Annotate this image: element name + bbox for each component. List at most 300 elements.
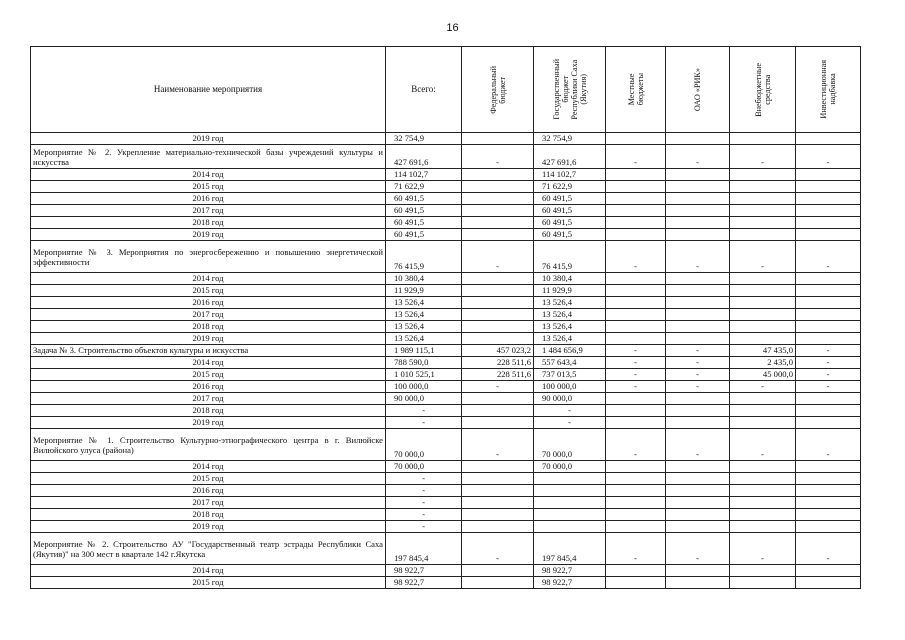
cell-offbudget — [730, 417, 796, 429]
cell-invest — [796, 497, 861, 509]
cell-state: 98 922,7 — [534, 577, 606, 589]
cell-local — [606, 169, 666, 181]
cell-federal — [462, 205, 534, 217]
cell-rik — [666, 217, 730, 229]
cell-invest — [796, 321, 861, 333]
cell-federal — [462, 133, 534, 145]
year-row — [31, 229, 861, 241]
cell-total: 13 526,4 — [386, 297, 462, 309]
cell-invest: - — [796, 429, 861, 461]
cell-invest — [796, 405, 861, 417]
cell-offbudget — [730, 193, 796, 205]
row-name: 2019 год — [31, 417, 386, 429]
header-offbudget — [730, 47, 796, 133]
row-name: 2019 год — [31, 133, 386, 145]
cell-federal — [462, 417, 534, 429]
row-name: 2018 год — [31, 321, 386, 333]
cell-federal — [462, 333, 534, 345]
cell-state: - — [534, 417, 606, 429]
row-name: 2019 год — [31, 229, 386, 241]
header-rik — [666, 47, 730, 133]
cell-local: - — [606, 357, 666, 369]
cell-state: 32 754,9 — [534, 133, 606, 145]
cell-rik — [666, 181, 730, 193]
cell-state: 13 526,4 — [534, 333, 606, 345]
cell-total: 60 491,5 — [386, 205, 462, 217]
year-row — [31, 133, 861, 145]
row-name: 2014 год — [31, 461, 386, 473]
cell-local — [606, 485, 666, 497]
cell-offbudget: 47 435,0 — [730, 345, 796, 357]
cell-rik — [666, 565, 730, 577]
cell-local: - — [606, 533, 666, 565]
cell-invest: - — [796, 369, 861, 381]
cell-federal — [462, 509, 534, 521]
header-local-label: Местные бюджеты — [626, 73, 645, 106]
row-name: 2017 год — [31, 205, 386, 217]
cell-offbudget — [730, 485, 796, 497]
year-row — [31, 393, 861, 405]
header-row — [31, 47, 861, 133]
cell-local — [606, 273, 666, 285]
cell-total: 98 922,7 — [386, 565, 462, 577]
cell-total: 114 102,7 — [386, 169, 462, 181]
cell-total: - — [386, 473, 462, 485]
cell-invest: - — [796, 241, 861, 273]
cell-state — [534, 485, 606, 497]
header-offbudget-label: Внебюджетные средства — [753, 62, 772, 117]
cell-offbudget: - — [730, 241, 796, 273]
year-row — [31, 205, 861, 217]
row-name: 2016 год — [31, 193, 386, 205]
cell-offbudget — [730, 169, 796, 181]
header-state-label: Государственный бюджет Республики Саха (Якутия) — [551, 59, 588, 120]
cell-invest: - — [796, 345, 861, 357]
cell-offbudget — [730, 473, 796, 485]
cell-local: - — [606, 345, 666, 357]
cell-invest — [796, 229, 861, 241]
row-name: 2019 год — [31, 521, 386, 533]
cell-invest — [796, 181, 861, 193]
cell-total: 32 754,9 — [386, 133, 462, 145]
cell-offbudget — [730, 577, 796, 589]
cell-rik — [666, 309, 730, 321]
cell-local: - — [606, 241, 666, 273]
cell-federal: - — [462, 429, 534, 461]
cell-total: 76 415,9 — [386, 241, 462, 273]
cell-invest — [796, 133, 861, 145]
cell-rik — [666, 273, 730, 285]
cell-rik — [666, 473, 730, 485]
cell-offbudget — [730, 565, 796, 577]
cell-local — [606, 217, 666, 229]
cell-rik — [666, 461, 730, 473]
cell-local — [606, 473, 666, 485]
cell-total: 90 000,0 — [386, 393, 462, 405]
year-row — [31, 485, 861, 497]
cell-state: 60 491,5 — [534, 205, 606, 217]
cell-invest — [796, 509, 861, 521]
cell-total: 788 590,0 — [386, 357, 462, 369]
cell-federal: 228 511,6 — [462, 369, 534, 381]
header-name: Наименование мероприятия — [31, 47, 386, 133]
year-row — [31, 461, 861, 473]
cell-offbudget — [730, 509, 796, 521]
cell-state: 737 013,5 — [534, 369, 606, 381]
cell-local — [606, 577, 666, 589]
row-name: 2015 год — [31, 181, 386, 193]
budget-table — [30, 46, 861, 589]
cell-invest — [796, 205, 861, 217]
page-number: 16 — [446, 22, 459, 34]
cell-rik — [666, 193, 730, 205]
cell-state: 13 526,4 — [534, 321, 606, 333]
cell-federal — [462, 577, 534, 589]
measure-row — [31, 241, 861, 273]
year-row — [31, 405, 861, 417]
cell-state: - — [534, 405, 606, 417]
row-name: 2014 год — [31, 357, 386, 369]
row-name: Мероприятие № 2. Укрепление материально-технической базы учреждений культуры и искусства — [31, 145, 386, 169]
cell-local — [606, 133, 666, 145]
cell-state: 10 380,4 — [534, 273, 606, 285]
header-local — [606, 47, 666, 133]
cell-total: 98 922,7 — [386, 577, 462, 589]
row-name: 2015 год — [31, 473, 386, 485]
year-row — [31, 193, 861, 205]
cell-rik: - — [666, 429, 730, 461]
year-row — [31, 521, 861, 533]
year-row — [31, 357, 861, 369]
cell-federal — [462, 217, 534, 229]
cell-offbudget — [730, 461, 796, 473]
cell-state: 76 415,9 — [534, 241, 606, 273]
year-row — [31, 321, 861, 333]
cell-total: 71 622,9 — [386, 181, 462, 193]
cell-total: 60 491,5 — [386, 229, 462, 241]
cell-rik — [666, 285, 730, 297]
cell-state: 197 845,4 — [534, 533, 606, 565]
cell-total: 1 989 115,1 — [386, 345, 462, 357]
cell-rik — [666, 521, 730, 533]
cell-rik — [666, 497, 730, 509]
cell-federal — [462, 473, 534, 485]
year-row — [31, 473, 861, 485]
row-name: 2014 год — [31, 169, 386, 181]
cell-invest — [796, 461, 861, 473]
cell-state: 100 000,0 — [534, 381, 606, 393]
cell-local: - — [606, 381, 666, 393]
cell-total: 13 526,4 — [386, 309, 462, 321]
cell-offbudget: 45 000,0 — [730, 369, 796, 381]
cell-total: 13 526,4 — [386, 333, 462, 345]
cell-federal — [462, 393, 534, 405]
year-row — [31, 577, 861, 589]
cell-local — [606, 285, 666, 297]
cell-invest — [796, 309, 861, 321]
cell-total: 70 000,0 — [386, 429, 462, 461]
cell-total: 100 000,0 — [386, 381, 462, 393]
cell-federal — [462, 181, 534, 193]
cell-rik: - — [666, 357, 730, 369]
cell-state: 98 922,7 — [534, 565, 606, 577]
cell-local — [606, 205, 666, 217]
year-row — [31, 285, 861, 297]
cell-offbudget — [730, 285, 796, 297]
cell-state: 557 643,4 — [534, 357, 606, 369]
cell-total: 197 845,4 — [386, 533, 462, 565]
cell-federal — [462, 485, 534, 497]
cell-offbudget — [730, 133, 796, 145]
year-row — [31, 417, 861, 429]
cell-total: 1 010 525,1 — [386, 369, 462, 381]
row-name: 2018 год — [31, 217, 386, 229]
cell-rik — [666, 405, 730, 417]
row-name: 2015 год — [31, 285, 386, 297]
row-name: 2018 год — [31, 405, 386, 417]
year-row — [31, 217, 861, 229]
cell-rik: - — [666, 345, 730, 357]
row-name: 2017 год — [31, 497, 386, 509]
cell-invest — [796, 273, 861, 285]
cell-local: - — [606, 369, 666, 381]
row-name: 2019 год — [31, 333, 386, 345]
cell-invest — [796, 297, 861, 309]
cell-total: 10 380,4 — [386, 273, 462, 285]
cell-invest: - — [796, 357, 861, 369]
cell-offbudget — [730, 321, 796, 333]
cell-total: - — [386, 485, 462, 497]
cell-local — [606, 229, 666, 241]
cell-local — [606, 193, 666, 205]
cell-federal: 457 023,2 — [462, 345, 534, 357]
cell-invest — [796, 577, 861, 589]
cell-state: 70 000,0 — [534, 461, 606, 473]
row-name: 2018 год — [31, 509, 386, 521]
cell-offbudget — [730, 309, 796, 321]
cell-offbudget — [730, 297, 796, 309]
year-row — [31, 181, 861, 193]
row-name: Мероприятие № 1. Строительство Культурно-этнографического центра в г. Вилюйске Вилюйского улуса (района) — [31, 429, 386, 461]
row-name: Задача № 3. Строительство объектов культуры и искусства — [31, 345, 386, 357]
cell-state: 60 491,5 — [534, 193, 606, 205]
cell-invest: - — [796, 533, 861, 565]
cell-invest — [796, 485, 861, 497]
year-row — [31, 309, 861, 321]
cell-rik — [666, 417, 730, 429]
cell-invest: - — [796, 145, 861, 169]
cell-invest — [796, 565, 861, 577]
cell-invest — [796, 473, 861, 485]
cell-offbudget: 2 435,0 — [730, 357, 796, 369]
cell-local — [606, 565, 666, 577]
header-federal — [462, 47, 534, 133]
cell-rik — [666, 485, 730, 497]
cell-invest — [796, 285, 861, 297]
cell-rik: - — [666, 381, 730, 393]
cell-rik — [666, 321, 730, 333]
cell-rik — [666, 229, 730, 241]
cell-federal — [462, 285, 534, 297]
cell-state — [534, 497, 606, 509]
cell-offbudget — [730, 333, 796, 345]
cell-state — [534, 473, 606, 485]
header-invest — [796, 47, 861, 133]
header-total: Всего: — [386, 47, 462, 133]
cell-invest — [796, 169, 861, 181]
cell-local — [606, 321, 666, 333]
cell-rik — [666, 393, 730, 405]
cell-local: - — [606, 429, 666, 461]
cell-federal — [462, 497, 534, 509]
cell-total: - — [386, 497, 462, 509]
year-row — [31, 509, 861, 521]
cell-total: - — [386, 405, 462, 417]
cell-state: 70 000,0 — [534, 429, 606, 461]
cell-total: 427 691,6 — [386, 145, 462, 169]
cell-state: 13 526,4 — [534, 297, 606, 309]
cell-offbudget: - — [730, 429, 796, 461]
cell-local — [606, 461, 666, 473]
cell-state: 90 000,0 — [534, 393, 606, 405]
cell-offbudget — [730, 217, 796, 229]
cell-state: 1 484 656,9 — [534, 345, 606, 357]
cell-offbudget — [730, 393, 796, 405]
row-name: 2014 год — [31, 273, 386, 285]
cell-federal — [462, 309, 534, 321]
cell-rik — [666, 169, 730, 181]
cell-offbudget — [730, 181, 796, 193]
cell-total: 60 491,5 — [386, 217, 462, 229]
cell-offbudget — [730, 497, 796, 509]
row-name: 2016 год — [31, 297, 386, 309]
cell-offbudget — [730, 205, 796, 217]
cell-rik — [666, 333, 730, 345]
cell-rik — [666, 577, 730, 589]
cell-federal — [462, 273, 534, 285]
cell-total: 70 000,0 — [386, 461, 462, 473]
cell-local — [606, 521, 666, 533]
cell-offbudget: - — [730, 533, 796, 565]
cell-invest — [796, 217, 861, 229]
cell-federal: - — [462, 145, 534, 169]
year-row — [31, 297, 861, 309]
row-name: Мероприятие № 2. Строительство АУ "Государственный театр эстрады Республики Саха (Якутия)" на 300 мест в квартале 142 г.Якутска — [31, 533, 386, 565]
task-row — [31, 345, 861, 357]
header-federal-label: Федеральный бюджет — [488, 65, 507, 114]
cell-rik — [666, 297, 730, 309]
cell-federal — [462, 461, 534, 473]
cell-invest — [796, 393, 861, 405]
cell-invest — [796, 193, 861, 205]
cell-total: - — [386, 521, 462, 533]
year-row — [31, 381, 861, 393]
cell-local — [606, 297, 666, 309]
header-invest-label: Инвестиционная надбавка — [819, 60, 837, 119]
header-rik-label: ОАО «РИК» — [693, 67, 702, 112]
year-row — [31, 369, 861, 381]
row-name: 2016 год — [31, 381, 386, 393]
cell-state: 13 526,4 — [534, 309, 606, 321]
cell-state: 60 491,5 — [534, 217, 606, 229]
cell-federal: 228 511,6 — [462, 357, 534, 369]
cell-invest — [796, 333, 861, 345]
cell-federal — [462, 321, 534, 333]
cell-federal: - — [462, 241, 534, 273]
cell-offbudget — [730, 405, 796, 417]
cell-state: 11 929,9 — [534, 285, 606, 297]
cell-local — [606, 333, 666, 345]
row-name: Мероприятие № 3. Мероприятия по энергосбережению и повышению энергетической эффективности — [31, 241, 386, 273]
cell-offbudget — [730, 229, 796, 241]
cell-local: - — [606, 145, 666, 169]
cell-federal: - — [462, 533, 534, 565]
measure-row — [31, 429, 861, 461]
cell-state — [534, 509, 606, 521]
table-body — [31, 133, 861, 589]
row-name: 2017 год — [31, 393, 386, 405]
row-name: 2015 год — [31, 577, 386, 589]
year-row — [31, 333, 861, 345]
measure-row — [31, 145, 861, 169]
cell-local — [606, 497, 666, 509]
cell-offbudget: - — [730, 381, 796, 393]
cell-local — [606, 405, 666, 417]
cell-state — [534, 521, 606, 533]
cell-local — [606, 509, 666, 521]
cell-offbudget — [730, 273, 796, 285]
cell-state: 114 102,7 — [534, 169, 606, 181]
cell-total: - — [386, 509, 462, 521]
cell-federal — [462, 229, 534, 241]
cell-offbudget: - — [730, 145, 796, 169]
cell-state: 60 491,5 — [534, 229, 606, 241]
row-name: 2016 год — [31, 485, 386, 497]
cell-invest — [796, 521, 861, 533]
cell-rik: - — [666, 241, 730, 273]
cell-rik: - — [666, 145, 730, 169]
cell-local — [606, 181, 666, 193]
cell-state: 71 622,9 — [534, 181, 606, 193]
row-name: 2014 год — [31, 565, 386, 577]
cell-rik — [666, 205, 730, 217]
cell-total: 11 929,9 — [386, 285, 462, 297]
cell-state: 427 691,6 — [534, 145, 606, 169]
cell-federal — [462, 565, 534, 577]
cell-invest: - — [796, 381, 861, 393]
cell-local — [606, 417, 666, 429]
header-state — [534, 47, 606, 133]
cell-invest — [796, 417, 861, 429]
measure-row — [31, 533, 861, 565]
cell-total: - — [386, 417, 462, 429]
cell-rik — [666, 509, 730, 521]
year-row — [31, 497, 861, 509]
cell-federal — [462, 193, 534, 205]
year-row — [31, 273, 861, 285]
cell-rik: - — [666, 533, 730, 565]
cell-rik: - — [666, 369, 730, 381]
cell-total: 13 526,4 — [386, 321, 462, 333]
cell-federal — [462, 297, 534, 309]
cell-rik — [666, 133, 730, 145]
cell-federal: - — [462, 381, 534, 393]
year-row — [31, 565, 861, 577]
cell-federal — [462, 169, 534, 181]
row-name: 2017 год — [31, 309, 386, 321]
cell-local — [606, 393, 666, 405]
cell-offbudget — [730, 521, 796, 533]
